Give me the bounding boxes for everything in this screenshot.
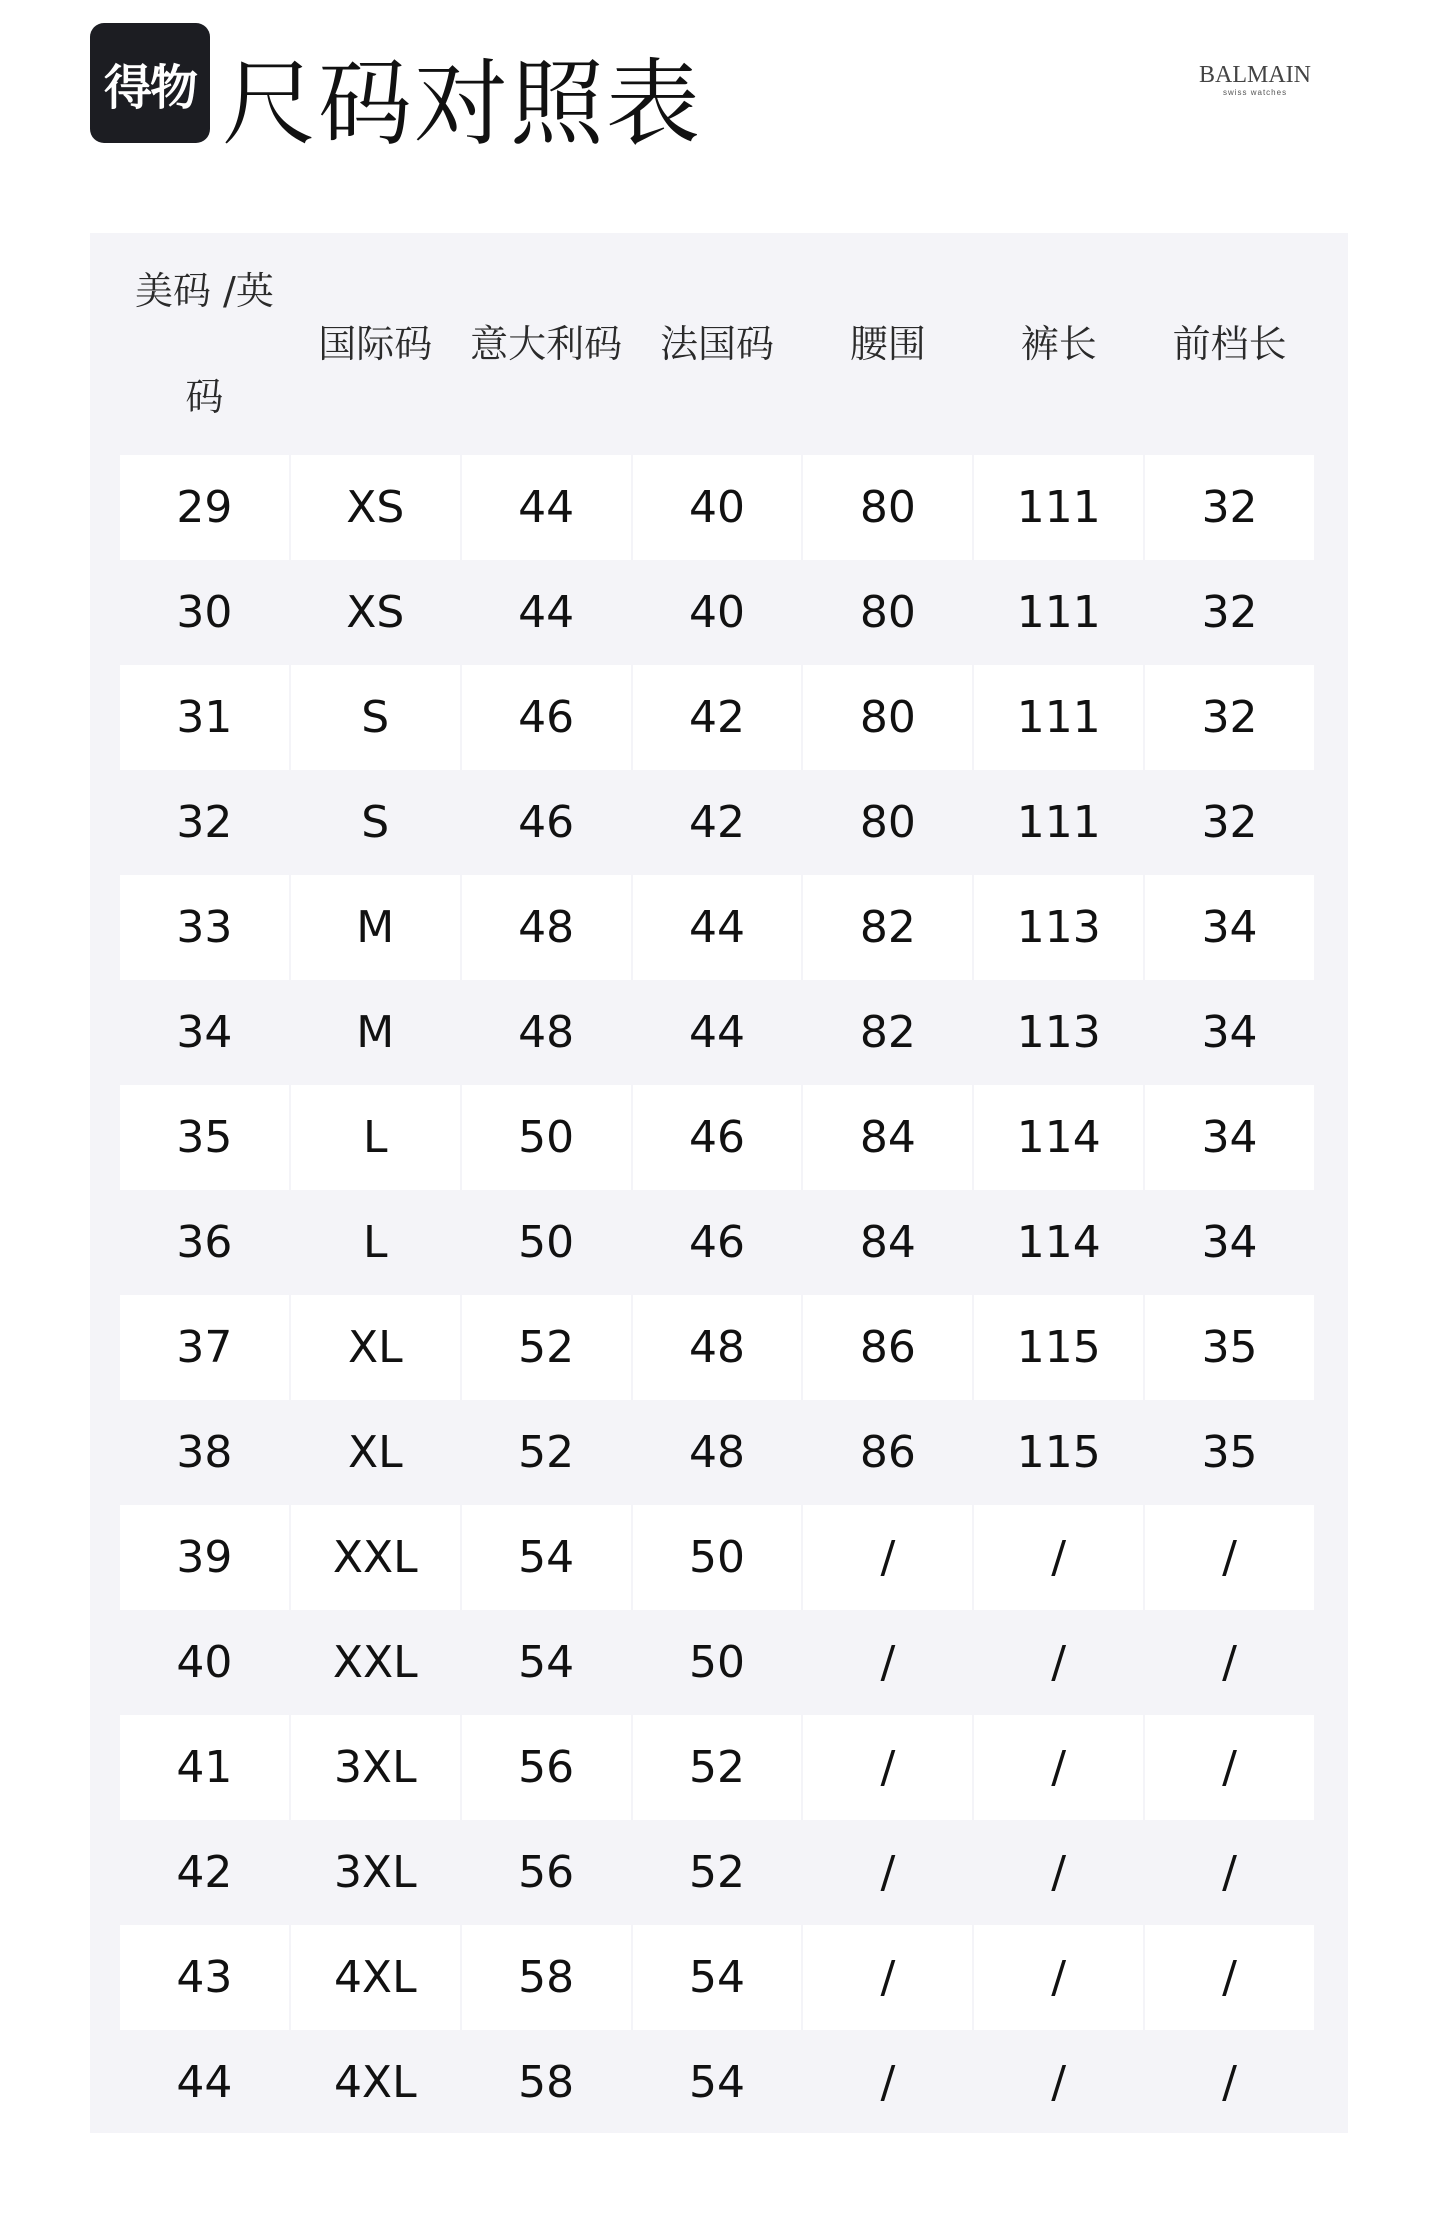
brand-logo bbox=[1180, 62, 1330, 98]
table-cell: 52 bbox=[633, 1715, 802, 1820]
table-row bbox=[120, 1400, 1314, 1505]
table-row bbox=[120, 560, 1314, 665]
table-cell: 115 bbox=[974, 1295, 1143, 1400]
table-row bbox=[120, 1085, 1314, 1190]
table-cell: 56 bbox=[518, 1847, 575, 1898]
table-cell: 56 bbox=[462, 1715, 631, 1820]
table-row bbox=[120, 665, 1314, 770]
table-row bbox=[120, 1925, 1314, 2030]
table-cell: 39 bbox=[120, 1505, 289, 1610]
table-cell: 115 bbox=[1016, 1427, 1101, 1478]
table-cell: 114 bbox=[1016, 1217, 1101, 1268]
table-cell: XL bbox=[347, 1427, 403, 1478]
table-row bbox=[120, 455, 1314, 560]
table-cell: 50 bbox=[518, 1217, 575, 1268]
table-row bbox=[120, 980, 1314, 1085]
table-cell: 80 bbox=[859, 587, 916, 638]
table-cell: 84 bbox=[803, 1085, 972, 1190]
table-cell: 46 bbox=[518, 797, 575, 848]
table-cell: / bbox=[1145, 1715, 1314, 1820]
table-cell: 54 bbox=[462, 1505, 631, 1610]
table-body bbox=[120, 455, 1314, 2135]
table-row bbox=[120, 875, 1314, 980]
column-header-label: 前档长 bbox=[1172, 322, 1287, 366]
table-cell: 46 bbox=[462, 665, 631, 770]
table-cell: 111 bbox=[974, 665, 1143, 770]
table-row bbox=[120, 1820, 1314, 1925]
table-cell: / bbox=[880, 2057, 896, 2108]
table-cell: / bbox=[803, 1925, 972, 2030]
table-cell: 48 bbox=[633, 1295, 802, 1400]
table-cell: L bbox=[291, 1085, 460, 1190]
table-cell: M bbox=[356, 1007, 395, 1058]
table-header bbox=[120, 233, 1314, 455]
column-header-label: 国际码 bbox=[318, 322, 433, 366]
table-cell: 30 bbox=[176, 587, 233, 638]
table-cell: / bbox=[974, 1505, 1143, 1610]
table-cell: 52 bbox=[462, 1295, 631, 1400]
page-title: 尺码对照表 bbox=[222, 50, 703, 159]
table-cell: 41 bbox=[120, 1715, 289, 1820]
table-cell: / bbox=[1051, 2057, 1067, 2108]
table-cell: 113 bbox=[974, 875, 1143, 980]
table-cell: 86 bbox=[859, 1427, 916, 1478]
column-header-label: 腰围 bbox=[849, 322, 926, 366]
table-cell: 58 bbox=[518, 2057, 575, 2108]
table-cell: 37 bbox=[120, 1295, 289, 1400]
table-cell: 40 bbox=[633, 455, 802, 560]
table-cell: 54 bbox=[633, 1925, 802, 2030]
table-cell: 40 bbox=[688, 587, 745, 638]
table-cell: 42 bbox=[688, 797, 745, 848]
table-cell: 4XL bbox=[333, 2057, 417, 2108]
table-cell: 52 bbox=[688, 1847, 745, 1898]
column-header bbox=[462, 233, 631, 455]
table-cell: S bbox=[291, 665, 460, 770]
table-cell: 44 bbox=[688, 1007, 745, 1058]
table-cell: 80 bbox=[859, 797, 916, 848]
table-cell: 54 bbox=[518, 1637, 575, 1688]
table-cell: / bbox=[1051, 1847, 1067, 1898]
table-cell: 58 bbox=[462, 1925, 631, 2030]
table-cell: 40 bbox=[176, 1637, 233, 1688]
table-cell: 48 bbox=[518, 1007, 575, 1058]
table-row bbox=[120, 1190, 1314, 1295]
table-cell: XL bbox=[291, 1295, 460, 1400]
table-cell: 35 bbox=[1201, 1427, 1258, 1478]
table-cell: 33 bbox=[120, 875, 289, 980]
table-cell: 44 bbox=[518, 587, 575, 638]
table-cell: 34 bbox=[1201, 1217, 1258, 1268]
table-row bbox=[120, 770, 1314, 875]
table-cell: 42 bbox=[633, 665, 802, 770]
brand-name: BALMAIN bbox=[1199, 62, 1311, 88]
column-header bbox=[291, 233, 460, 455]
table-cell: / bbox=[803, 1505, 972, 1610]
size-chart-table bbox=[90, 233, 1348, 2133]
table-cell: 34 bbox=[1145, 875, 1314, 980]
logo-text: 得物 bbox=[103, 59, 196, 116]
table-cell: 35 bbox=[1145, 1295, 1314, 1400]
table-cell: L bbox=[363, 1217, 388, 1268]
table-cell: XXL bbox=[332, 1637, 418, 1688]
table-cell: 46 bbox=[688, 1217, 745, 1268]
table-cell: / bbox=[880, 1847, 896, 1898]
column-header-label: 裤长 bbox=[1020, 322, 1097, 366]
table-cell: 80 bbox=[803, 665, 972, 770]
table-cell: 38 bbox=[176, 1427, 233, 1478]
table-cell: 54 bbox=[688, 2057, 745, 2108]
dewu-logo bbox=[90, 23, 210, 143]
table-cell: 42 bbox=[176, 1847, 233, 1898]
table-cell: 114 bbox=[974, 1085, 1143, 1190]
table-cell: 80 bbox=[803, 455, 972, 560]
table-cell: 29 bbox=[120, 455, 289, 560]
table-cell: XS bbox=[346, 587, 405, 638]
table-row bbox=[120, 1295, 1314, 1400]
table-cell: 34 bbox=[1145, 1085, 1314, 1190]
table-cell: 32 bbox=[176, 797, 233, 848]
table-cell: 32 bbox=[1201, 587, 1258, 638]
table-cell: / bbox=[974, 1925, 1143, 2030]
column-header bbox=[120, 233, 289, 455]
table-cell: XS bbox=[291, 455, 460, 560]
table-cell: 46 bbox=[633, 1085, 802, 1190]
table-cell: 48 bbox=[688, 1427, 745, 1478]
table-cell: 48 bbox=[462, 875, 631, 980]
column-header-label: 美码 /英码 bbox=[134, 269, 274, 419]
table-cell: S bbox=[361, 797, 390, 848]
table-cell: 32 bbox=[1145, 665, 1314, 770]
table-cell: / bbox=[1222, 2057, 1237, 2108]
table-cell: / bbox=[1145, 1505, 1314, 1610]
table-cell: 111 bbox=[1016, 587, 1101, 638]
column-header bbox=[974, 233, 1143, 455]
table-cell: 86 bbox=[803, 1295, 972, 1400]
table-cell: 82 bbox=[859, 1007, 916, 1058]
table-cell: / bbox=[1145, 1925, 1314, 2030]
table-cell: 52 bbox=[518, 1427, 575, 1478]
table-cell: XXL bbox=[291, 1505, 460, 1610]
brand-subtitle: swiss watches bbox=[1222, 88, 1288, 97]
table-cell: 44 bbox=[633, 875, 802, 980]
table-row bbox=[120, 2030, 1314, 2135]
table-cell: 44 bbox=[176, 2057, 233, 2108]
table-cell: 82 bbox=[803, 875, 972, 980]
table-cell: 34 bbox=[176, 1007, 233, 1058]
table-cell: / bbox=[803, 1715, 972, 1820]
table-cell: 32 bbox=[1145, 455, 1314, 560]
column-header bbox=[633, 233, 802, 455]
table-cell: 3XL bbox=[333, 1847, 417, 1898]
table-cell: 36 bbox=[176, 1217, 233, 1268]
column-header bbox=[1145, 233, 1314, 455]
table-cell: 44 bbox=[462, 455, 631, 560]
table-cell: 113 bbox=[1016, 1007, 1101, 1058]
table-row bbox=[120, 1715, 1314, 1820]
table-cell: M bbox=[291, 875, 460, 980]
table-cell: 4XL bbox=[291, 1925, 460, 2030]
table-cell: / bbox=[1222, 1847, 1237, 1898]
table-cell: 31 bbox=[120, 665, 289, 770]
table-row bbox=[120, 1505, 1314, 1610]
column-header-label: 意大利码 bbox=[470, 322, 623, 366]
table-cell: / bbox=[1051, 1637, 1067, 1688]
table-cell: 111 bbox=[974, 455, 1143, 560]
table-cell: 111 bbox=[1016, 797, 1101, 848]
table-cell: / bbox=[974, 1715, 1143, 1820]
table-cell: 32 bbox=[1201, 797, 1258, 848]
table-cell: / bbox=[1222, 1637, 1237, 1688]
table-cell: 84 bbox=[859, 1217, 916, 1268]
table-cell: 35 bbox=[120, 1085, 289, 1190]
table-cell: 34 bbox=[1201, 1007, 1258, 1058]
table-cell: 50 bbox=[688, 1637, 745, 1688]
table-cell: 50 bbox=[462, 1085, 631, 1190]
column-header-label: 法国码 bbox=[659, 322, 774, 366]
table-row bbox=[120, 1610, 1314, 1715]
table-cell: 50 bbox=[633, 1505, 802, 1610]
table-cell: 3XL bbox=[291, 1715, 460, 1820]
table-cell: / bbox=[880, 1637, 896, 1688]
table-cell: 43 bbox=[120, 1925, 289, 2030]
column-header bbox=[803, 233, 972, 455]
